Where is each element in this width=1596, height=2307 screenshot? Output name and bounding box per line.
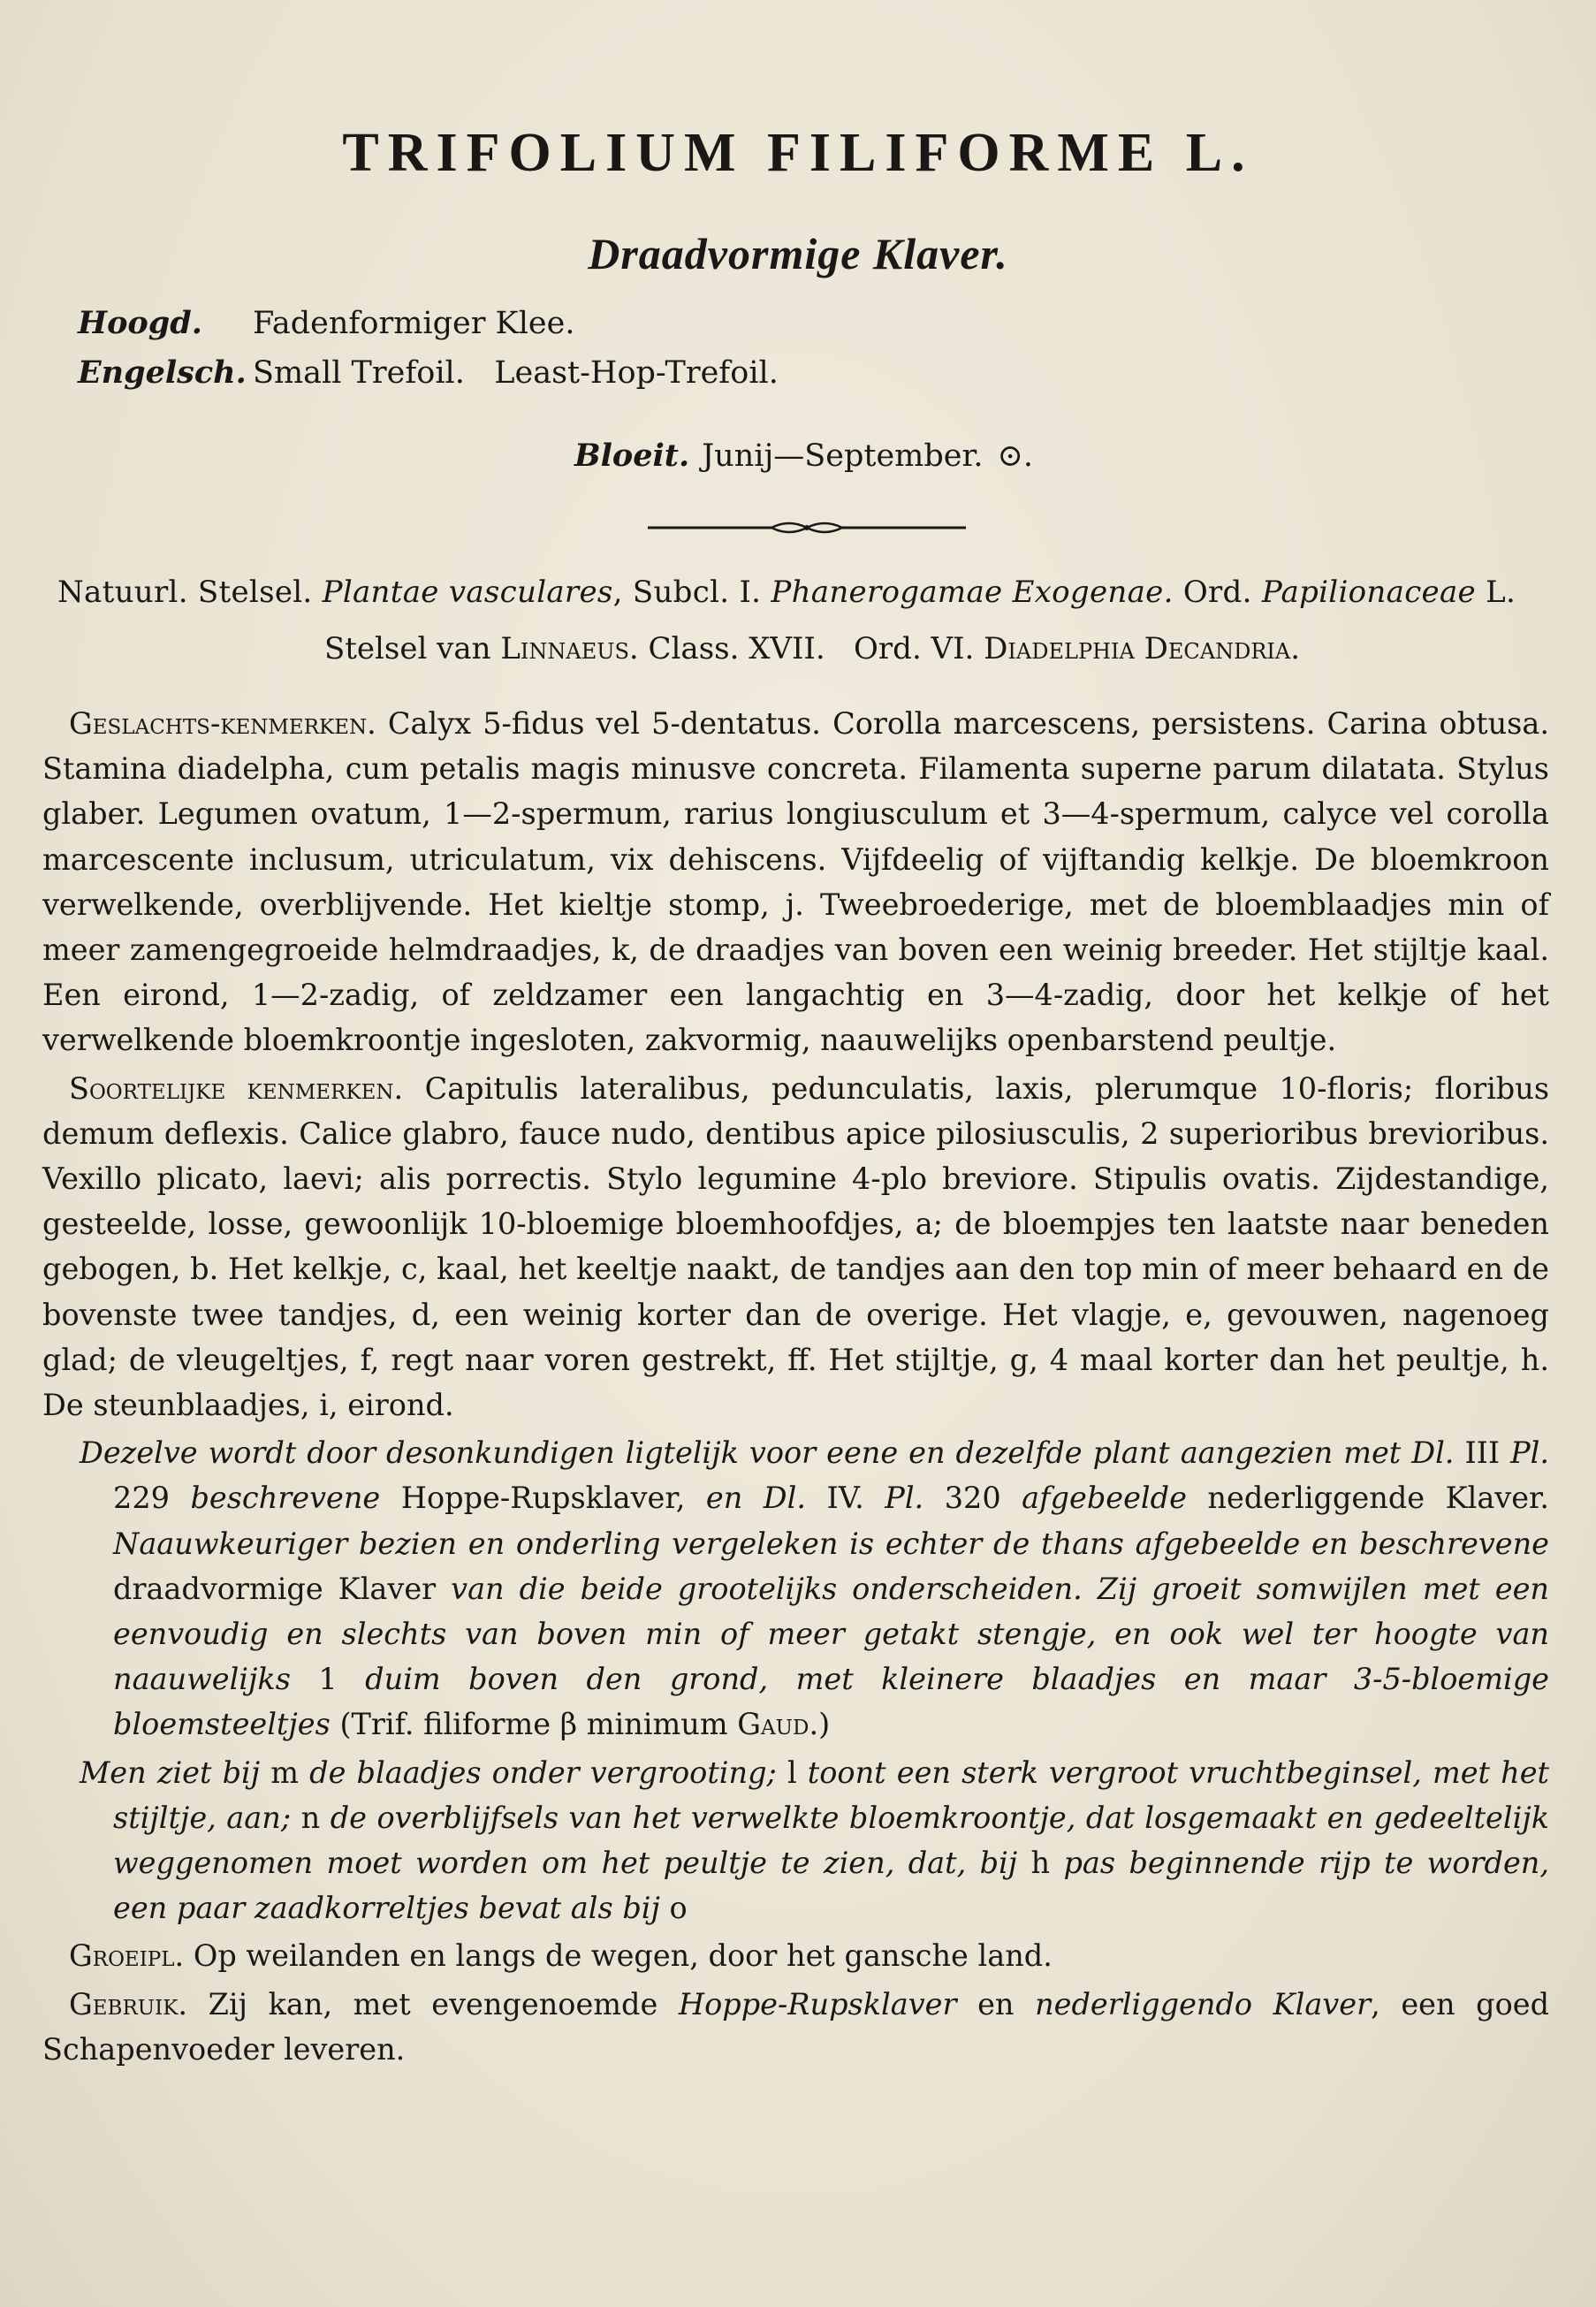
linnaeus: Linnaeus. <box>500 631 639 666</box>
figure-ref: n <box>300 1800 321 1835</box>
note-text: Naauwkeuriger bezien en onderling vergeleken is echter de thans afgebeelde en beschrevene <box>113 1526 1549 1561</box>
note-text: toont een sterk vergroot vruchtbeginsel, met het stijltje, aan; <box>113 1755 1549 1835</box>
name-label: Engelsch. <box>78 354 247 391</box>
note-text: en <box>705 1481 743 1516</box>
page-subtitle: Draadvormige Klaver. <box>588 229 1008 278</box>
subclass-name: Phanerogamae Exogenae. <box>771 575 1174 610</box>
species-characters-text: Capitulis lateralibus, pedunculatis, laxis, plerumque 10-floris; floribus demum deflexis. Calice glabro, fauce nudo, dentibus apice pilosiusculis, 2 superioribus brevioribus. Vexillo plicato, laevi; alis porrectis. Stylo legumine 4-plo breviore. Stipulis ovatis. Zijdestandige, gesteelde, losse, gewoonlijk 10-bloemige bloemhoofdjes, a; de bloempjes ten laatste naar beneden gebogen, b. Het kelkje, c, kaal, het keeltje naakt, de tandjes aan den top min of meer behaard en de bovenste twee tandjes, d, een weinig korter dan de overige. Het vlagje, e, gevouwen, nagenoeg glad; de vleugeltjes, f, regt naar voren gestrekt, ff. Het stijltje, g, 4 maal korter dan het peultje, h. De steunblaadjes, i, eirond. <box>42 1070 1550 1423</box>
annual-symbol: ⊙. <box>997 438 1033 474</box>
usage-label: Gebruik. <box>69 1986 188 2021</box>
note-text: 229 <box>113 1481 170 1516</box>
order-name: Papilionaceae <box>1261 575 1476 610</box>
author: L. <box>1486 575 1516 610</box>
note-text: Men ziet bij <box>80 1755 261 1790</box>
usage-text: Zij kan, met evengenoemde <box>208 1986 658 2021</box>
usage-text: , een goed Schapenvoeder leveren. <box>42 1986 1550 2067</box>
species-characters-label: Soortelijke kenmerken. <box>69 1070 404 1106</box>
page-title: TRIFOLIUM FILIFORME L. <box>342 123 1254 183</box>
genus-characters-text: Calyx 5-fidus vel 5-dentatus. Corolla marcescens, persistens. Carina obtusa. Stamina diadelpha, cum petalis magis minusve concreta. Filamenta superne parum dilatata. Stylus glaber. Legumen ovatum, 1—2-spermum, rarius longiusculum et 3—4-spermum, calyce vel corolla marcescente inclusum, utriculatum, vix dehiscens. Vijfdeelig of vijftandig kelkje. De bloemkroon verwelkende, overblijvende. Het kieltje stomp, j. Tweebroederige, met de bloemblaadjes min of meer zamengegroeide helmdraadjes, k, de draadjes van boven een weinig breeder. Het stijltje kaal. Een eirond, 1—2-zadig, of zeldzamer een langachtig en 3—4-zadig, door het kelkje of het verwelkende bloemkroontje ingesloten, zakvormig, naauwelijks openbarstend peultje. <box>42 706 1549 1058</box>
note-text: afgebeelde <box>1022 1481 1187 1516</box>
note-text: Pl. <box>1510 1435 1550 1471</box>
name-german <box>78 299 779 348</box>
note-text: Pl. <box>885 1481 924 1516</box>
figure-ref: h <box>1030 1846 1051 1881</box>
note-text: III <box>1464 1435 1501 1471</box>
habitat-text: Op weilanden en langs de wegen, door het gansche land. <box>193 1938 1053 1974</box>
note-text: Hoppe-Rupsklaver, <box>400 1481 686 1516</box>
note-text: Dl. <box>763 1481 807 1516</box>
flowering-value: Junij—September. <box>702 438 984 474</box>
natural-system-line <box>57 564 1542 621</box>
note-text: nederliggende Klaver. <box>1207 1481 1550 1516</box>
note-text: 320 <box>944 1481 1001 1516</box>
note-text: de overblijfsels van het verwelkte bloemkroontje, dat losgemaakt en gedeeltelijk weggenomen moet worden om het peultje te zien, dat, bij <box>113 1800 1549 1881</box>
name-value: Fadenformiger Klee. <box>253 306 575 341</box>
note-text: draadvormige Klaver <box>113 1571 437 1606</box>
note-text: beschrevene <box>190 1481 381 1516</box>
note-text: 1 <box>318 1662 338 1697</box>
vernacular-names <box>78 299 779 398</box>
note-dezelve <box>42 1430 1549 1747</box>
description-body <box>42 701 1549 2072</box>
subclass: , Subcl. I. <box>612 575 762 610</box>
name-english <box>78 348 779 398</box>
class-order: Class. XVII. Ord. VI. <box>648 631 975 666</box>
figure-ref: o <box>669 1891 688 1926</box>
linnaean-class-name: Diadelphia Decandria. <box>984 631 1301 666</box>
habitat <box>42 1933 1549 1978</box>
usage <box>42 1982 1549 2072</box>
note-text: (Trif. filiforme β minimum <box>339 1707 728 1742</box>
genus-characters-label: Geslachts-kenmerken. <box>69 706 376 741</box>
ornament-divider-icon <box>648 514 966 541</box>
note-text: de blaadjes onder vergrooting; <box>309 1755 777 1790</box>
division: Plantae vasculares <box>322 575 613 610</box>
usage-text: nederliggendo Klaver <box>1035 1986 1372 2021</box>
note-text: Dl. <box>1411 1435 1455 1471</box>
order-label: Ord. <box>1182 575 1252 610</box>
usage-text: Hoppe-Rupsklaver <box>678 1986 957 2021</box>
note-text: Gaud.) <box>737 1707 831 1742</box>
figure-ref: l <box>787 1755 797 1790</box>
classification <box>57 564 1542 677</box>
label-natural-system: Natuurl. Stelsel. <box>57 575 313 610</box>
label-linnaean-system: Stelsel van <box>323 631 491 666</box>
note-text: pas beginnende rijp te worden, een paar zaadkorreltjes bevat als bij <box>113 1846 1550 1926</box>
genus-characters <box>42 701 1549 1063</box>
habitat-label: Groeipl. <box>69 1938 185 1974</box>
usage-text: en <box>977 1986 1015 2021</box>
note-text: duim boven den grond, met kleinere blaadjes en maar 3-5-bloemige bloemsteeltjes <box>113 1662 1549 1742</box>
species-characters <box>42 1066 1549 1428</box>
note-text: Dezelve wordt door desonkundigen ligtelijk voor eene en dezelfde plant aangezien met <box>80 1435 1402 1471</box>
name-value: Small Trefoil. Least-Hop-Trefoil. <box>253 355 779 391</box>
note-text: van die beide grootelijks onderscheiden. Zij groeit somwijlen met een eenvoudig en slechts van boven min of meer getakt stengje, en ook wel ter hoogte van naauwelijks <box>113 1571 1549 1697</box>
note-men-ziet <box>42 1750 1549 1931</box>
figure-ref: m <box>270 1755 300 1790</box>
flowering-label: Bloeit. <box>574 438 690 474</box>
name-label: Hoogd. <box>78 305 202 341</box>
flowering-period <box>574 438 1033 474</box>
note-text: IV. <box>826 1481 864 1516</box>
linnaean-system-line <box>57 621 1542 677</box>
